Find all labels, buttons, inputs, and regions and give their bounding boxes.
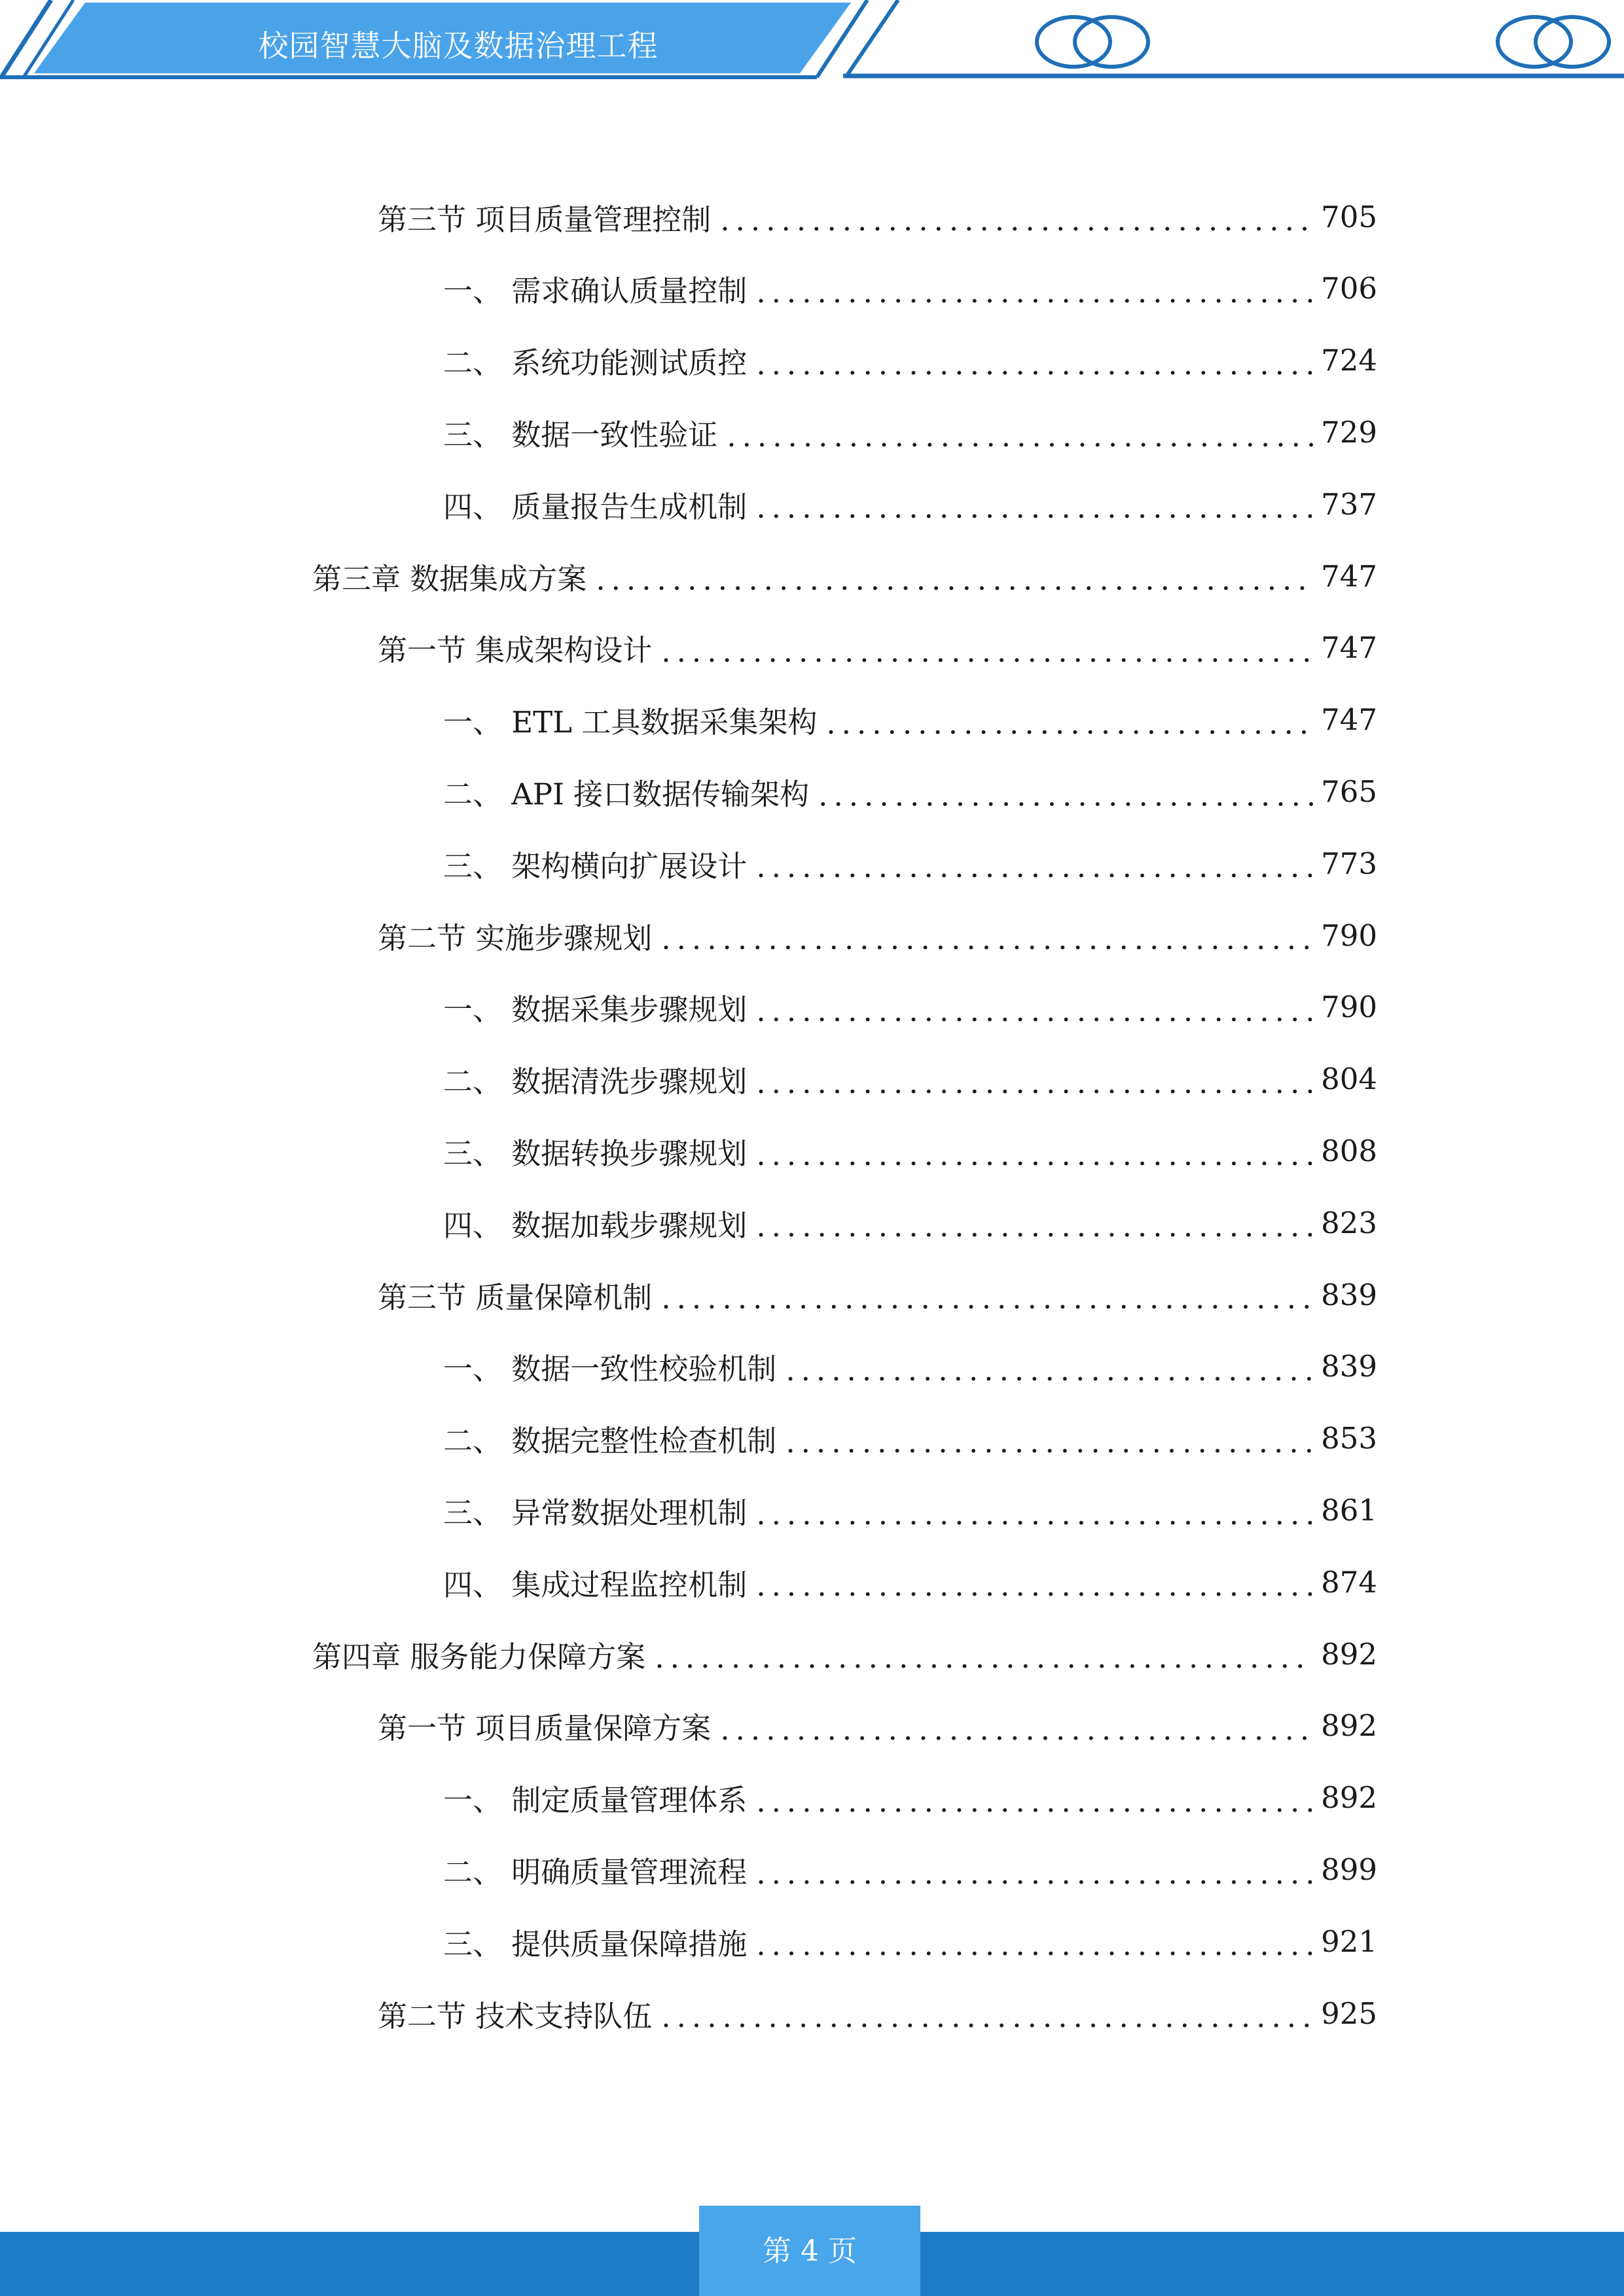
toc-dot-leader [818,780,1313,812]
toc-entry-section[interactable] [378,1987,1377,2039]
toc-entry-page: 899 [1321,1852,1377,1887]
toc-dot-leader [661,636,1313,668]
toc-entry-label: 一、 制定质量管理体系 [443,1783,748,1818]
toc-entry-page: 747 [1321,702,1377,738]
toc-entry-section[interactable] [378,190,1377,243]
toc-entry-item[interactable] [443,694,1377,746]
toc-entry-label: 三、 提供质量保障措施 [443,1926,748,1962]
toc-entry-page: 737 [1321,486,1377,522]
toc-entry-label: 一、 ETL 工具数据采集架构 [443,705,818,740]
toc-entry-item[interactable] [443,1124,1377,1177]
toc-entry-page: 921 [1321,1924,1377,1959]
toc-entry-item[interactable] [443,1196,1377,1249]
toc-dot-leader [756,995,1313,1028]
toc-entry-label: 第四章 服务能力保障方案 [312,1639,646,1674]
toc-entry-page: 892 [1321,1780,1377,1816]
toc-entry-label: 一、 需求确认质量控制 [443,274,748,309]
toc-entry-page: 773 [1321,846,1377,881]
toc-dot-leader [756,1498,1313,1531]
toc-entry-label: 二、 API 接口数据传输架构 [443,776,810,812]
toc-entry-page: 839 [1321,1277,1377,1312]
toc-entry-label: 第一节 集成架构设计 [378,633,653,668]
toc-entry-page: 706 [1321,271,1377,306]
toc-dot-leader [756,1139,1313,1172]
toc-dot-leader [655,1641,1313,1674]
toc-entry-page: 853 [1321,1421,1377,1456]
toc-entry-item[interactable] [443,1484,1377,1536]
toc-entry-label: 第二节 技术支持队伍 [378,1998,653,2034]
toc-entry-label: 二、 明确质量管理流程 [443,1854,748,1890]
toc-entry-item[interactable] [443,1915,1377,1967]
toc-entry-item[interactable] [443,262,1377,315]
toc-entry-item[interactable] [443,1556,1377,1608]
toc-entry-label: 三、 数据一致性验证 [443,417,718,452]
toc-entry-item[interactable] [443,981,1377,1033]
header-stripe [846,0,898,77]
toc-dot-leader [720,1713,1313,1746]
toc-entry-label: 第三节 项目质量管理控制 [378,202,712,237]
toc-entry-item[interactable] [443,334,1377,387]
toc-dot-leader [661,1282,1313,1315]
toc-entry-page: 790 [1321,990,1377,1025]
toc-entry-label: 三、 数据转换步骤规划 [443,1136,748,1171]
toc-dot-leader [756,851,1313,884]
toc-entry-item[interactable] [443,478,1377,530]
toc-entry-item[interactable] [443,1412,1377,1465]
toc-entry-item[interactable] [443,765,1377,817]
toc-entry-item[interactable] [443,1340,1377,1393]
toc-entry-section[interactable] [378,1268,1377,1321]
toc-dot-leader [727,420,1313,453]
toc-entry-label: 第三章 数据集成方案 [312,561,587,596]
toc-entry-page: 861 [1321,1492,1377,1528]
toc-entry-item[interactable] [443,1053,1377,1105]
toc-entry-page: 808 [1321,1133,1377,1168]
toc-entry-label: 三、 架构横向扩展设计 [443,848,748,884]
toc-entry-label: 二、 系统功能测试质控 [443,346,748,381]
toc-entry-label: 第一节 项目质量保障方案 [378,1711,712,1746]
toc-dot-leader [756,1067,1313,1100]
toc-entry-page: 804 [1321,1062,1377,1097]
toc-entry-section[interactable] [378,1700,1377,1752]
toc-entry-page: 839 [1321,1349,1377,1384]
toc-entry-page: 823 [1321,1205,1377,1240]
toc-dot-leader [756,1210,1313,1243]
toc-entry-page: 892 [1321,1636,1377,1672]
toc-entry-page: 874 [1321,1564,1377,1600]
toc-entry-label: 一、 数据采集步骤规划 [443,992,748,1028]
toc-entry-label: 一、 数据一致性校验机制 [443,1352,777,1387]
toc-dot-leader [661,923,1313,956]
toc-dot-leader [785,1354,1313,1387]
toc-entry-label: 二、 数据完整性检查机制 [443,1424,777,1459]
toc-entry-page: 790 [1321,918,1377,953]
toc-dot-leader [756,1929,1313,1962]
header-title: 校园智慧大脑及数据治理工程 [258,28,659,63]
toc-dot-leader [756,276,1313,309]
toc-entry-label: 第二节 实施步骤规划 [378,920,653,956]
toc-entry-page: 892 [1321,1708,1377,1744]
toc-entry-label: 四、 集成过程监控机制 [443,1567,748,1602]
toc-dot-leader [756,1785,1313,1818]
toc-entry-item[interactable] [443,406,1377,458]
toc-entry-label: 第三节 质量保障机制 [378,1280,653,1315]
toc-entry-chapter[interactable] [312,550,1377,602]
toc-entry-item[interactable] [443,1772,1377,1824]
toc-dot-leader [826,708,1313,740]
page-number: 第 4 页 [763,2234,857,2268]
toc-dot-leader [756,1570,1313,1602]
toc-entry-page: 729 [1321,414,1377,450]
toc-dot-leader [596,564,1313,596]
toc-entry-item[interactable] [443,1843,1377,1895]
toc-entry-page: 705 [1321,199,1377,234]
toc-entry-page: 724 [1321,343,1377,378]
toc-entry-label: 二、 数据清洗步骤规划 [443,1064,748,1100]
toc-entry-label: 四、 质量报告生成机制 [443,489,748,524]
toc-entry-label: 三、 异常数据处理机制 [443,1495,748,1530]
toc-entry-page: 747 [1321,630,1377,666]
toc-dot-leader [661,2001,1313,2034]
toc-entry-section[interactable] [378,622,1377,674]
toc-entry-page: 925 [1321,1996,1377,2031]
toc-dot-leader [785,1426,1313,1459]
double-ring-icon [1498,17,1609,67]
toc-entry-section[interactable] [378,909,1377,961]
toc-entry-label: 四、 数据加载步骤规划 [443,1208,748,1243]
toc-entry-page: 747 [1321,558,1377,594]
toc-entry-chapter[interactable] [312,1628,1377,1680]
toc-dot-leader [756,348,1313,381]
toc-dot-leader [756,1857,1313,1890]
toc-dot-leader [720,204,1313,237]
toc-entry-page: 765 [1321,774,1377,809]
toc-dot-leader [756,492,1313,524]
double-ring-icon [1037,17,1148,67]
toc-entry-item[interactable] [443,837,1377,889]
